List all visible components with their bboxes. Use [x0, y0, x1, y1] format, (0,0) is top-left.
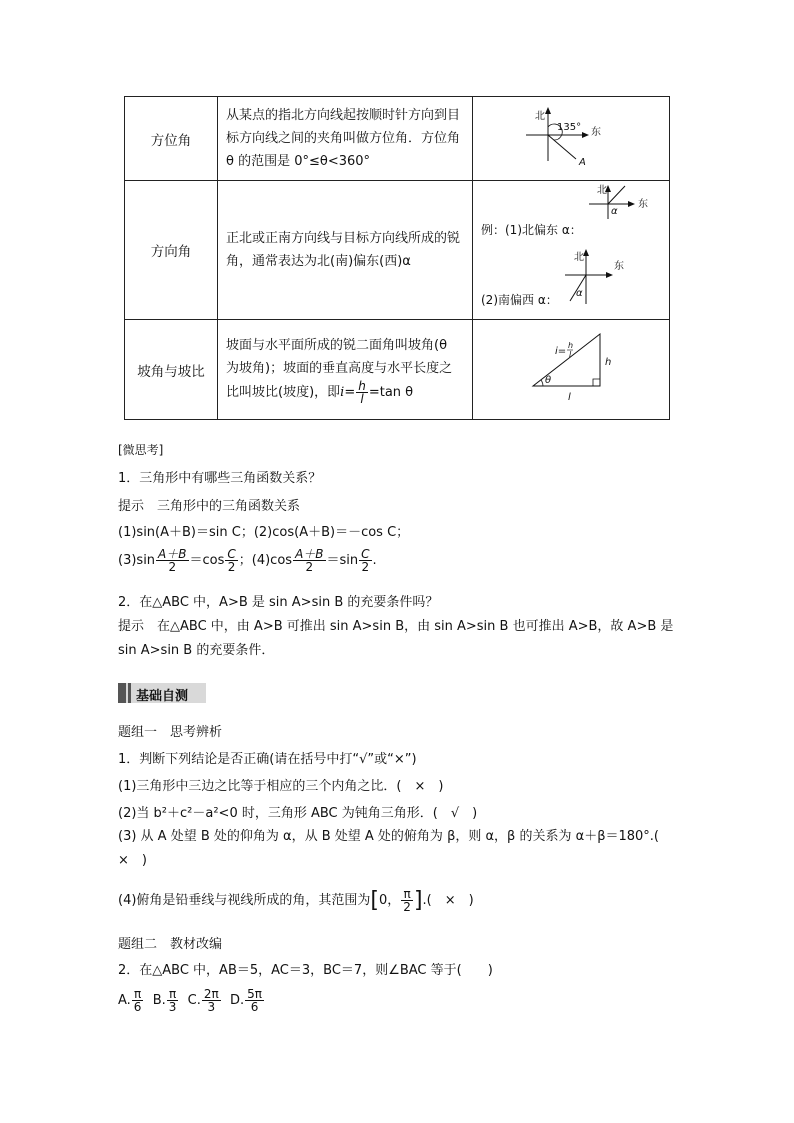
- north-arrow-icon: [545, 107, 551, 114]
- fraction-numerator: π: [167, 988, 179, 1001]
- term-cell: 方位角: [125, 97, 218, 181]
- i-numerator: h: [568, 341, 574, 350]
- term-cell: 方向角: [125, 181, 218, 320]
- target-line: [548, 135, 576, 159]
- slope-fraction: [356, 380, 368, 405]
- fraction-numerator: A＋B: [295, 547, 324, 561]
- east-arrow-icon: [606, 272, 613, 278]
- option-value: [167, 988, 179, 1013]
- l-label: l: [568, 392, 571, 403]
- option-letter: B.: [152, 993, 166, 1008]
- judge-item: (1)三角形中三边之比等于相应的三个内角之比．( × ): [118, 779, 444, 794]
- slope-eq: =: [344, 385, 356, 400]
- slope-figure: [473, 320, 669, 415]
- formula-line: (1)sin(A＋B)＝sin C；(2)cos(A＋B)＝－cos C；: [118, 525, 410, 540]
- figure-cell: [473, 181, 670, 320]
- group-title: 题组二 教材改编: [118, 937, 223, 952]
- slope-desc-text: 坡面与水平面所成的锐二面角叫坡角(θ 为坡角)；坡面的垂直高度与水平长度之比叫坡比(坡度)，即: [226, 338, 453, 400]
- slope-i: i: [340, 385, 345, 400]
- fraction-numerator: 2π: [203, 987, 219, 1001]
- judge-item: (3) 从 A 处望 B 处的仰角为 α，从 B 处望 A 处的俯角为 β，则 α，β 的关系为 α＋β＝180°.( × ): [118, 829, 673, 868]
- slope-tan: =tan θ: [368, 385, 414, 400]
- question: 1．三角形中有哪些三角函数关系？: [118, 471, 322, 486]
- fraction-denominator: 6: [133, 1000, 142, 1014]
- desc-cell: 正北或正南方向线与目标方向线所成的锐角，通常表达为北(南)偏东(西)α: [218, 181, 473, 320]
- option-letter: D.: [230, 993, 245, 1008]
- fraction-denominator: 2: [403, 900, 411, 914]
- north-label: 北: [535, 111, 545, 122]
- fraction-numerator: A＋B: [158, 547, 187, 561]
- theta-arc: [541, 380, 543, 386]
- fraction-denominator: 2: [361, 560, 370, 574]
- example1-label: 例：(1)北偏东 α：: [481, 223, 582, 237]
- item-text: (4)俯角是铅垂线与视线所成的角，其范围为: [118, 893, 371, 908]
- banner-bar: [128, 683, 131, 703]
- option-value: [202, 988, 221, 1013]
- i-denominator: l: [569, 350, 572, 359]
- north-label: 北: [597, 185, 607, 196]
- hint: 提示 三角形中的三角函数关系: [118, 499, 301, 514]
- north-label: 北: [574, 252, 584, 263]
- east-label: 东: [638, 199, 648, 210]
- table-row: [125, 320, 670, 420]
- alpha-label: α: [611, 206, 618, 217]
- i-label: i=: [555, 346, 567, 357]
- formula-text: (3)sin: [118, 553, 156, 568]
- option-value: [132, 988, 144, 1013]
- fraction-denominator: 2: [227, 560, 236, 574]
- bracket: ]: [413, 887, 423, 913]
- fraction-denominator: l: [360, 392, 364, 406]
- question: 2．在△ABC 中，AB＝5，AC＝3，BC＝7，则∠BAC 等于( ): [118, 963, 493, 978]
- fraction: [225, 548, 237, 573]
- formula-text: ＝cos: [189, 553, 225, 568]
- section-banner: [118, 683, 206, 703]
- fraction: [359, 548, 371, 573]
- desc-cell: 从某点的指北方向线起按顺时针方向到目标方向线之间的夹角叫做方位角．方位角 θ 的范围是 0°≤θ<360°: [218, 97, 473, 181]
- fraction-denominator: 3: [168, 1000, 177, 1014]
- slope-triangle: [533, 334, 600, 386]
- fraction-numerator: C: [361, 547, 370, 561]
- judge-item: (2)当 b²＋c²－a²<0 时，三角形 ABC 为钝角三角形．( √ ): [118, 806, 478, 821]
- theta-label: θ: [545, 375, 552, 386]
- banner-bar: [118, 683, 126, 703]
- desc-cell: [218, 320, 473, 420]
- fraction-numerator: π: [132, 988, 144, 1001]
- group-title: 题组一 思考辨析: [118, 725, 223, 740]
- figure-cell: [473, 320, 670, 420]
- section-header: [微思考]: [118, 443, 164, 457]
- example2-label: (2)南偏西 α：: [481, 293, 558, 307]
- target-line: [608, 186, 625, 204]
- fraction-denominator: 6: [250, 1000, 259, 1014]
- figure-cell: [473, 97, 670, 181]
- formula-text: ＝sin: [326, 553, 359, 568]
- bearing-figure: [473, 97, 669, 176]
- definition-table: [124, 96, 670, 420]
- right-angle-mark: [593, 379, 600, 386]
- table-row: [125, 97, 670, 181]
- fraction-numerator: π: [401, 888, 413, 901]
- east-arrow-icon: [582, 132, 589, 138]
- fraction-numerator: C: [227, 547, 236, 561]
- direction-figure: [473, 181, 669, 315]
- bracket: [: [370, 887, 380, 913]
- fraction-denominator: 2: [305, 560, 314, 574]
- fraction: [401, 888, 413, 913]
- item-text: 0，: [379, 893, 401, 908]
- fraction-denominator: 3: [207, 1000, 216, 1014]
- alpha-label: α: [576, 288, 583, 299]
- east-arrow-icon: [628, 201, 635, 207]
- east-label: 东: [591, 127, 601, 138]
- h-label: h: [605, 357, 612, 368]
- judge-item: [118, 888, 474, 913]
- fraction: [293, 548, 325, 573]
- option-letter: C.: [187, 993, 201, 1008]
- fraction-numerator: h: [358, 379, 366, 393]
- hint: 提示 在△ABC 中，由 A>B 可推出 sin A>sin B，由 sin A>sin B 也可推出 A>B，故 A>B 是 sin A>sin B 的充要条件．: [118, 619, 674, 658]
- term-cell: 坡角与坡比: [125, 320, 218, 420]
- fraction: [156, 548, 188, 573]
- option-letter: A.: [118, 993, 131, 1008]
- east-label: 东: [614, 261, 624, 272]
- options-row: [118, 988, 265, 1013]
- point-label: A: [579, 157, 586, 168]
- fraction-denominator: 2: [168, 560, 177, 574]
- fraction-numerator: 5π: [247, 987, 263, 1001]
- question: 1．判断下列结论是否正确(请在括号中打“√”或“×”): [118, 752, 417, 767]
- formula-line: [118, 548, 377, 573]
- formula-text: .: [372, 553, 377, 568]
- banner-title: 基础自测: [136, 689, 189, 704]
- item-text: .( × ): [422, 893, 474, 908]
- question: 2．在△ABC 中，A>B 是 sin A>sin B 的充要条件吗？: [118, 595, 439, 610]
- formula-text: ；(4)cos: [238, 553, 293, 568]
- angle-label: 135°: [557, 122, 582, 133]
- option-value: [245, 988, 264, 1013]
- table-row: [125, 181, 670, 320]
